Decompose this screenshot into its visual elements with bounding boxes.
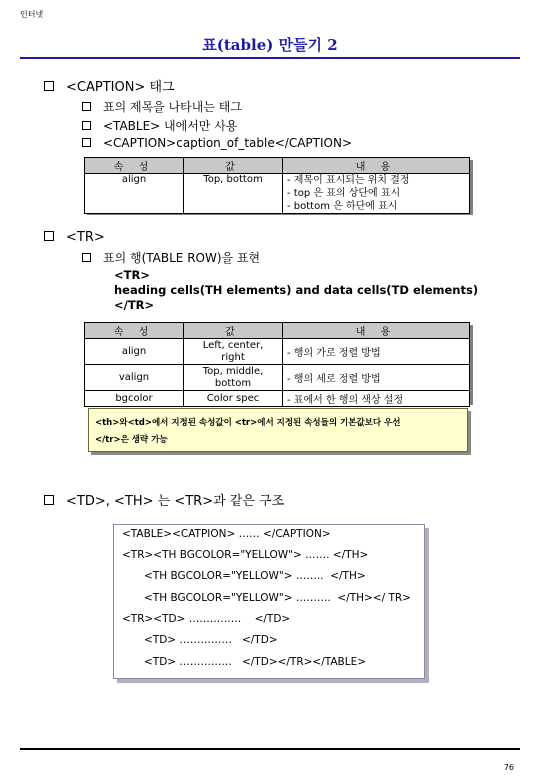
section-caption-heading-text: <CAPTION> 태그 — [66, 80, 175, 95]
code-line: <TD> …………… </TD> — [144, 634, 278, 646]
column-header: 속 성 — [85, 323, 184, 339]
tr-attribute-table — [84, 322, 470, 407]
footer-divider — [20, 748, 520, 750]
cell-line: - 제목이 표시되는 위치 결정 — [287, 175, 410, 186]
table-cell — [184, 365, 283, 391]
column-header: 값 — [184, 323, 283, 339]
list-item — [82, 98, 242, 115]
section-tr-heading — [44, 230, 105, 245]
td-th-code-box — [113, 524, 425, 679]
cell-line: - bottom 은 하단에 표시 — [287, 201, 398, 212]
table-cell — [184, 339, 283, 365]
list-item-text: <TABLE> 내에서만 사용 — [103, 119, 238, 133]
table-row — [85, 391, 470, 407]
table-cell: Color spec — [184, 391, 283, 407]
page-number: 76 — [503, 763, 514, 772]
column-header: 속 성 — [85, 158, 184, 174]
column-header: 내 용 — [283, 323, 470, 339]
table-cell: align — [85, 174, 184, 214]
code-line: <TABLE><CATPION> …… </CAPTION> — [122, 528, 331, 540]
table-header-row — [85, 158, 470, 174]
section-tr-heading-text: <TR> — [66, 230, 105, 245]
column-header: 내 용 — [283, 158, 470, 174]
bullet-icon — [82, 121, 91, 130]
cell-line: bottom — [214, 377, 252, 389]
bullet-icon — [82, 102, 91, 111]
table-row — [85, 365, 470, 391]
list-item-text: 표의 제목을 나타내는 태그 — [103, 100, 242, 114]
table-cell — [283, 174, 470, 214]
code-line: heading cells(TH elements) and data cells(TD elements) — [114, 283, 479, 297]
code-line: <TH BGCOLOR="YELLOW"> …….. </TH> — [144, 570, 366, 582]
cell-line: Left, center, — [202, 339, 264, 351]
cell-line: right — [221, 351, 245, 363]
table-row — [85, 339, 470, 365]
note-line: </tr>은 생략 가능 — [95, 435, 168, 445]
code-line: <TR><TH BGCOLOR="YELLOW"> ……. </TH> — [122, 549, 369, 561]
table-cell: valign — [85, 365, 184, 391]
list-item-text: 표의 행(TABLE ROW)을 표현 — [103, 251, 261, 265]
code-line: <TD> …………… </TD></TR></TABLE> — [144, 656, 367, 668]
table-cell: align — [85, 339, 184, 365]
code-line: </TR> — [114, 298, 155, 312]
header-label: 인터넷 — [20, 10, 44, 19]
page-title: 표(table) 만들기 2 — [202, 36, 338, 54]
cell-line: Top, middle, — [202, 365, 264, 377]
table-cell: bgcolor — [85, 391, 184, 407]
bullet-icon — [44, 231, 54, 241]
table-cell: - 행의 세로 정렬 방법 — [283, 365, 470, 391]
title-divider — [20, 57, 520, 59]
tr-note-box — [88, 408, 468, 452]
list-item — [82, 249, 260, 266]
list-item-text: <CAPTION>caption_of_table</CAPTION> — [103, 136, 353, 150]
table-cell: Top, bottom — [184, 174, 283, 214]
section-td-th-heading-text: <TD>, <TH> 는 <TR>과 같은 구조 — [66, 494, 285, 509]
column-header: 값 — [184, 158, 283, 174]
section-caption-heading — [44, 76, 175, 95]
bullet-icon — [82, 253, 91, 262]
table-cell: - 표에서 한 행의 색상 설정 — [283, 391, 470, 407]
bullet-icon — [44, 495, 54, 505]
code-line: <TR> — [114, 268, 150, 282]
cell-line: - top 은 표의 상단에 표시 — [287, 188, 401, 199]
table-row — [85, 174, 470, 214]
code-line: <TR><TD> …………… </TD> — [122, 613, 291, 625]
table-header-row — [85, 323, 470, 339]
table-cell: - 행의 가로 정렬 방법 — [283, 339, 470, 365]
code-line: <TH BGCOLOR="YELLOW"> ………. </TH></ TR> — [144, 592, 411, 604]
bullet-icon — [82, 138, 91, 147]
bullet-icon — [44, 81, 54, 91]
caption-attribute-table — [84, 157, 470, 214]
section-td-th-heading — [44, 490, 284, 509]
list-item — [82, 117, 237, 134]
note-line: <th>와<td>에서 지정된 속성값이 <tr>에서 지정된 속성들의 기본값보다 우선 — [95, 418, 401, 428]
list-item — [82, 136, 352, 150]
